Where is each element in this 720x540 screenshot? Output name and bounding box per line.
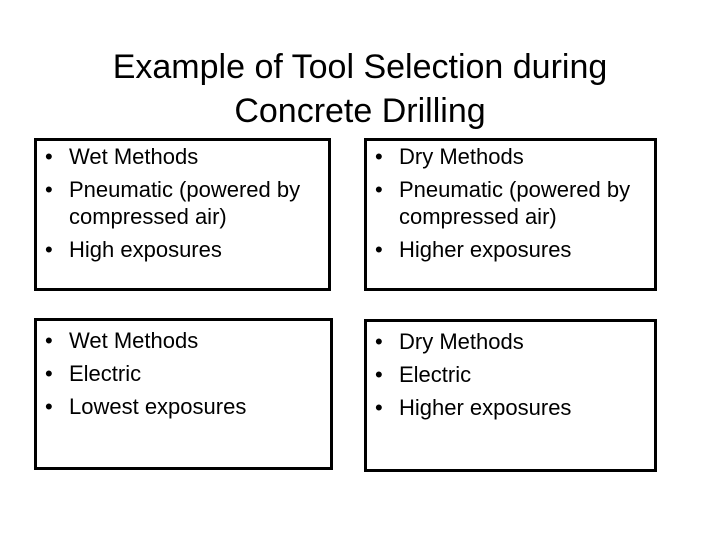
slide-title-line-1: Example of Tool Selection during bbox=[112, 47, 608, 86]
bullet-item-exposure: • Higher exposures bbox=[375, 236, 650, 263]
box-wet-electric bbox=[34, 318, 333, 470]
bullet-item-exposure: • Higher exposures bbox=[375, 393, 650, 423]
bullet-item-method: • Dry Methods bbox=[375, 327, 650, 357]
bullet-item-exposure: • High exposures bbox=[45, 236, 324, 263]
bullet-item-tool: • Pneumatic (powered by compressed air) bbox=[45, 176, 324, 230]
bullet-item-method: • Wet Methods bbox=[45, 143, 324, 170]
bullet-list bbox=[375, 327, 650, 426]
slide-title-line-2: Concrete Drilling bbox=[234, 91, 486, 130]
bullet-item-tool: • Electric bbox=[45, 359, 326, 389]
bullet-item-method: • Wet Methods bbox=[45, 326, 326, 356]
box-dry-electric bbox=[364, 319, 657, 472]
bullet-list bbox=[45, 326, 326, 425]
bullet-item-tool: • Electric bbox=[375, 360, 650, 390]
bullet-item-method: • Dry Methods bbox=[375, 143, 650, 170]
bullet-item-tool: • Pneumatic (powered by compressed air) bbox=[375, 176, 650, 230]
box-wet-pneumatic bbox=[34, 138, 331, 291]
box-dry-pneumatic bbox=[364, 138, 657, 291]
bullet-item-exposure: • Lowest exposures bbox=[45, 392, 326, 422]
slide-title bbox=[60, 45, 660, 133]
bullet-list bbox=[45, 143, 324, 269]
bullet-list bbox=[375, 143, 650, 269]
